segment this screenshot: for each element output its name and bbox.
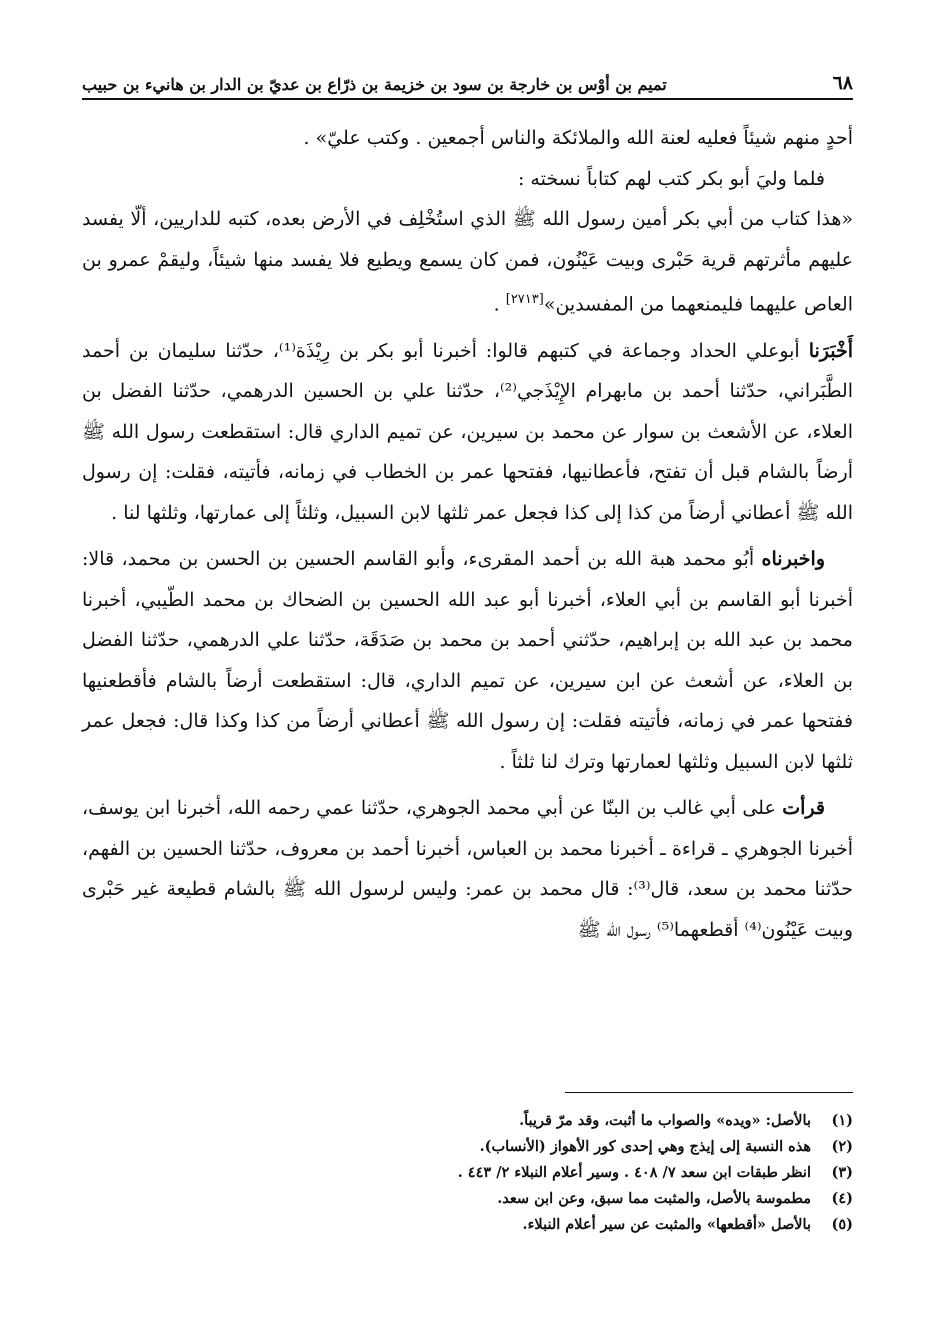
hadith-reference-number: [٢٧١٣] [505, 292, 544, 307]
paragraph-6 [82, 788, 853, 950]
paragraph-5-lead: واخبرناه [761, 548, 825, 571]
footnote-number: (٥) [831, 1216, 853, 1233]
footnote-separator [565, 1092, 853, 1093]
main-text [82, 118, 853, 950]
footnote-number: (٢) [831, 1138, 853, 1155]
page-number: ٦٨ [832, 72, 853, 94]
footnote-text: مطموسة بالأصل، والمثبت مما سبق، وعن ابن سعد. [497, 1190, 811, 1207]
footnote-text: بالأصل: «ويده» والصواب ما أثبت، وقد مرّ قريباً. [519, 1112, 811, 1129]
paragraph-6-text: على أبي غالب بن البنّا عن أبي محمد الجوهري، حدّثنا عمي رحمه الله، أخبرنا ابن يوسف، أخبرنا الجوهري ـ قراءة ـ أخبرنا محمد بن العباس، أخبرنا أحمد بن معروف، حدّثنا الحسين بن الفهم، حدّثنا محمد بن سعد، قال⁽³⁾: قال محمد بن عمر: وليس لرسول الله ﷺ بالشام قطيعة غير حَبْرى وبيت عَيْنُون⁽⁴⁾ أقطعهما⁽⁵⁾ رسول الله ﷺ [82, 797, 854, 941]
footnote [82, 1212, 853, 1238]
letter-text: «هذا كتاب من أبي بكر أمين رسول الله ﷺ الذي استُخْلِف في الأرض بعده، كتبه للداريين، ألّا يفسد عليهم مأثرتهم قرية حَبْرى وبيت عَيْنُون، فمن كان يسمع ويطيع فلا يفسد منها شيئاً، وليقمْ عمرو بن العاص عليهما فليمنعهما من المفسدين» [82, 208, 853, 316]
footnote-text: هذه النسبة إلى إيذج وهي إحدى كور الأهواز (الأنساب). [479, 1138, 811, 1155]
paragraph-6-lead: قرأت [782, 797, 825, 820]
paragraph-4 [82, 331, 853, 534]
footnote [82, 1134, 853, 1160]
footnote-number: (٣) [831, 1164, 853, 1181]
paragraph-4-lead: أَخْبَرَنا [808, 339, 854, 362]
paragraph-5-text: أبُو محمد هبة الله بن أحمد المقرىء، وأبو القاسم الحسين بن الحسن بن محمد، قالا: أخبرنا أبو القاسم بن أبي العلاء، أخبرنا أبو عبد الله الحسين بن الضحاك بن محمد الطّيبي، أخبرنا محمد بن عبد الله بن إبراهيم، حدّثني أحمد بن محمد بن صَدَقَة، حدّثنا علي الدرهمي، حدّثنا الفضل بن العلاء، عن أشعث عن ابن سيرين، عن تميم الداري، قال: استقطعت أرضاً بالشام فأقطعنيها ففتحها عمر في زمانه، فأتيته فقلت: إن رسول الله ﷺ أعطاني أرضاً من كذا وكذا قال: فجعل عمر ثلثها لابن السبيل وثلثها لعمارتها وترك لنا ثلثاً . [82, 548, 853, 773]
paragraph-5 [82, 539, 853, 782]
footnote-text: بالأصل «أقطعها» والمثبت عن سير أعلام النبلاء. [522, 1216, 811, 1233]
running-header [82, 60, 853, 100]
footnote [82, 1186, 853, 1212]
footnote [82, 1108, 853, 1134]
paragraph-1: أحدٍ منهم شيئاً فعليه لعنة الله والملائكة والناس أجمعين . وكتب عليّ» . [303, 127, 853, 149]
footnote-text: انظر طبقات ابن سعد ٧/ ٤٠٨ . وسير أعلام النبلاء ٢/ ٤٤٣ . [457, 1164, 811, 1181]
footnote [82, 1160, 853, 1186]
footnote-number: (٤) [831, 1190, 853, 1207]
paragraph-3: «هذا كتاب من أبي بكر أمين رسول الله ﷺ الذي استُخْلِف في الأرض بعده، كتبه للداريين، ألّا يفسد عليهم مأثرتهم قرية حَبْرى وبيت عَيْنُون، فمن كان يسمع ويطيع فلا يفسد منها شيئاً، وليقمْ عمرو بن العاص عليهما فليمنعهما من المفسدين»[٢٧١٣] . [82, 208, 853, 316]
footnote-number: (١) [831, 1112, 853, 1129]
paragraph-2: فلما وليَ أبو بكر كتب لهم كتاباً نسخته : [517, 167, 825, 190]
footnotes [82, 1108, 853, 1238]
header-title: تميم بن أوْس بن خارجة بن سود بن خزيمة بن ذرّاع بن عديّ بن الدار بن هانيء بن حبيب [82, 75, 667, 94]
paragraph-4-text: أبوعلي الحداد وجماعة في كتبهم قالوا: أخبرنا أبو بكر بن رِيْذَة⁽¹⁾، حدّثنا سليمان بن أحمد الطَّبَراني، حدّثنا أحمد بن مابهرام الإِيْذَجي⁽²⁾، حدّثنا علي بن الحسين الدرهمي، حدّثنا الفضل بن العلاء، عن الأشعث بن سوار عن محمد بن سيرين، عن تميم الداري قال: استقطعت رسول الله ﷺ أرضاً بالشام قبل أن تفتح، فأعطانيها، ففتحها عمر بن الخطاب في زمانه، فأتيته، فقلت: إن رسول الله ﷺ أعطاني أرضاً من كذا إلى كذا فجعل عمر ثلثها لابن السبيل، وثلثاً إلى عمارتها، وثلثها لنا . [82, 339, 853, 524]
